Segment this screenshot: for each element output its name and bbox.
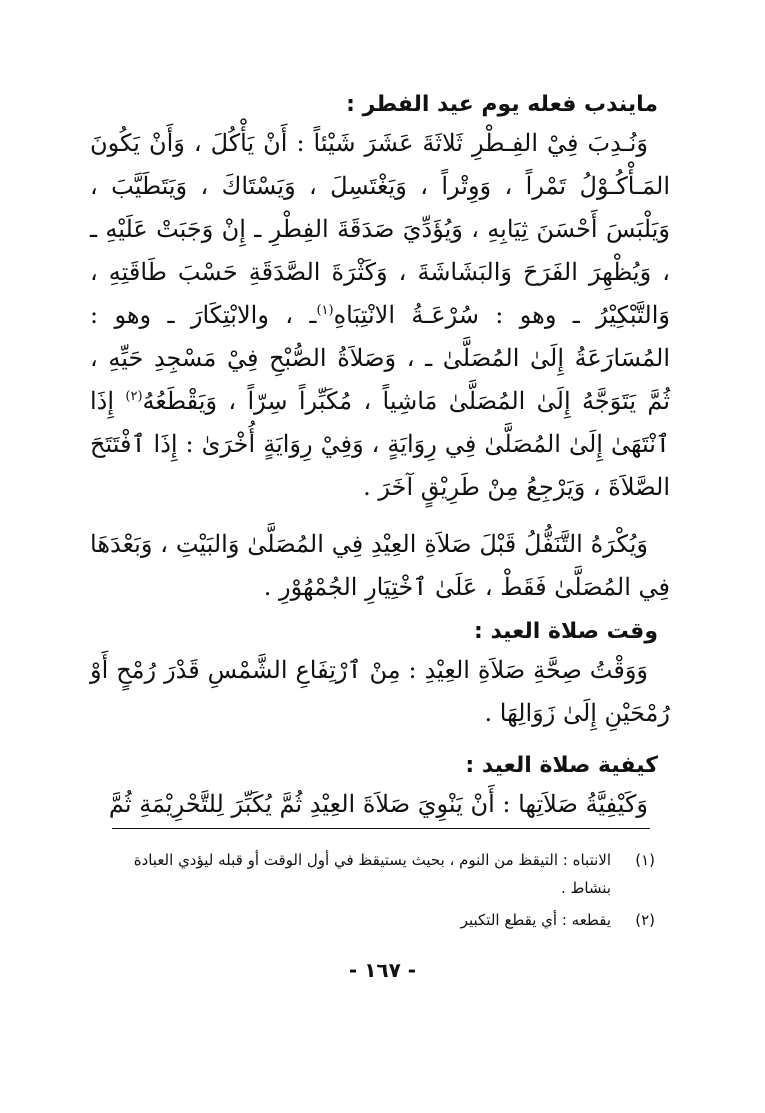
paragraph-fitr-recommendations [90, 122, 670, 509]
paragraph-eid-manner: وَكَيْفِيَّةُ صَلاَتِها : أَنْ يَنْوِيَ صَلاَةَ العِيْدِ ثُمَّ يُكَبِّرَ لِلتَّحْرِيْمَةِ ثُمَّ [108, 790, 648, 818]
paragraph-fitr-part-a: وَنُـدِبَ فِيْ الفِـطْرِ ثَلاثَةَ عَشَرَ شَيْئاً : أَنْ يَأْكُلَ ، وَأَنْ يَكُونَ المَـأْكُـوْلُ تَمْراً ، وَوِتْراً ، وَيَغْتَسِلَ ، وَيَسْتَاكَ ، وَيَتَطَيَّبَ ، وَيَلْبَسَ أَحْسَنَ ثِيَابِهِ ، وَيُؤَدِّيَ صَدَقَةَ الفِطْرِ ـ إِنْ وَجَبَتْ عَلَيْهِ ـ ، وَيُظْهِرَ الفَرَحَ وَالبَشَاشَةَ ، وَكَثْرَةَ الصَّدَقَةِ حَسْبَ طَاقَتِهِ ، وَالتَّبْكِيْرُ ـ وهو : سُرْعَـةُ الانْتِبَاهِ [90, 129, 671, 329]
footnote-number: (٢) [635, 911, 655, 929]
footnote-divider [112, 828, 650, 829]
main-text [90, 88, 670, 826]
footnote-text: الانتباه : التيقظ من النوم ، بحيث يستيقظ في أول الوقت أو قبله ليؤدي العبادة بنشاط . [133, 851, 611, 897]
footnote-ref-1: (١) [316, 303, 334, 318]
section-heading-manner: كيفية صلاة العيد : [465, 753, 658, 778]
footnote-ref-2: (٢) [125, 389, 143, 404]
paragraph-fitr-part-c: إِذَا ٱنْتَهَىٰ إِلَىٰ المُصَلَّىٰ فِي رِوَايَةٍ ، وَفِيْ رِوَايَةٍ أُخْرَىٰ : إِذَا ٱفْتَتَحَ الصَّلاَةَ ، وَيَرْجِعُ مِنْ طَرِيْقٍ آخَرَ . [90, 387, 670, 501]
paragraph-fitr-part-b: ـ ، والابْتِكَارَ ـ وهو : المُسَارَعَةُ إِلَىٰ المُصَلَّىٰ ـ ، وَصَلاَةُ الصُّبْحِ فِيْ مَسْجِدِ حَيِّهِ ، ثُمَّ يَتَوَجَّهُ إِلَىٰ المُصَلَّىٰ مَاشِياً ، مُكَبِّراً سِرّاً ، وَيَقْطَعُهُ [90, 301, 670, 415]
footnote-number: (١) [635, 851, 655, 869]
footnote-text: يقطعه : أي يقطع التكبير [460, 911, 611, 929]
footnotes [115, 846, 655, 938]
section-heading-fitr: مايندب فعله يوم عيد الفطر : [346, 92, 658, 117]
paragraph-eid-time: وَوَقْتُ صِحَّةِ صَلاَةِ العِيْدِ : مِنْ ٱرْتِفَاعِ الشَّمْسِ قَدْرَ رُمْحٍ أَوْ رُمْحَيْنِ إِلَىٰ زَوَالِهَا . [90, 656, 670, 727]
page-number: - ١٦٧ - [348, 958, 417, 982]
footnote-item [115, 906, 655, 934]
footnote-item [115, 846, 655, 902]
paragraph-fitr-voluntary-prayer: وَيُكْرَهُ التَّنَفُّلُ قَبْلَ صَلاَةِ العِيْدِ فِي المُصَلَّىٰ وَالبَيْتِ ، وَبَعْدَهَا فِي المُصَلَّىٰ فَقَطْ ، عَلَىٰ ٱخْتِيَارِ الجُمْهُوْرِ . [90, 530, 670, 601]
section-heading-time: وقت صلاة العيد : [473, 619, 658, 644]
